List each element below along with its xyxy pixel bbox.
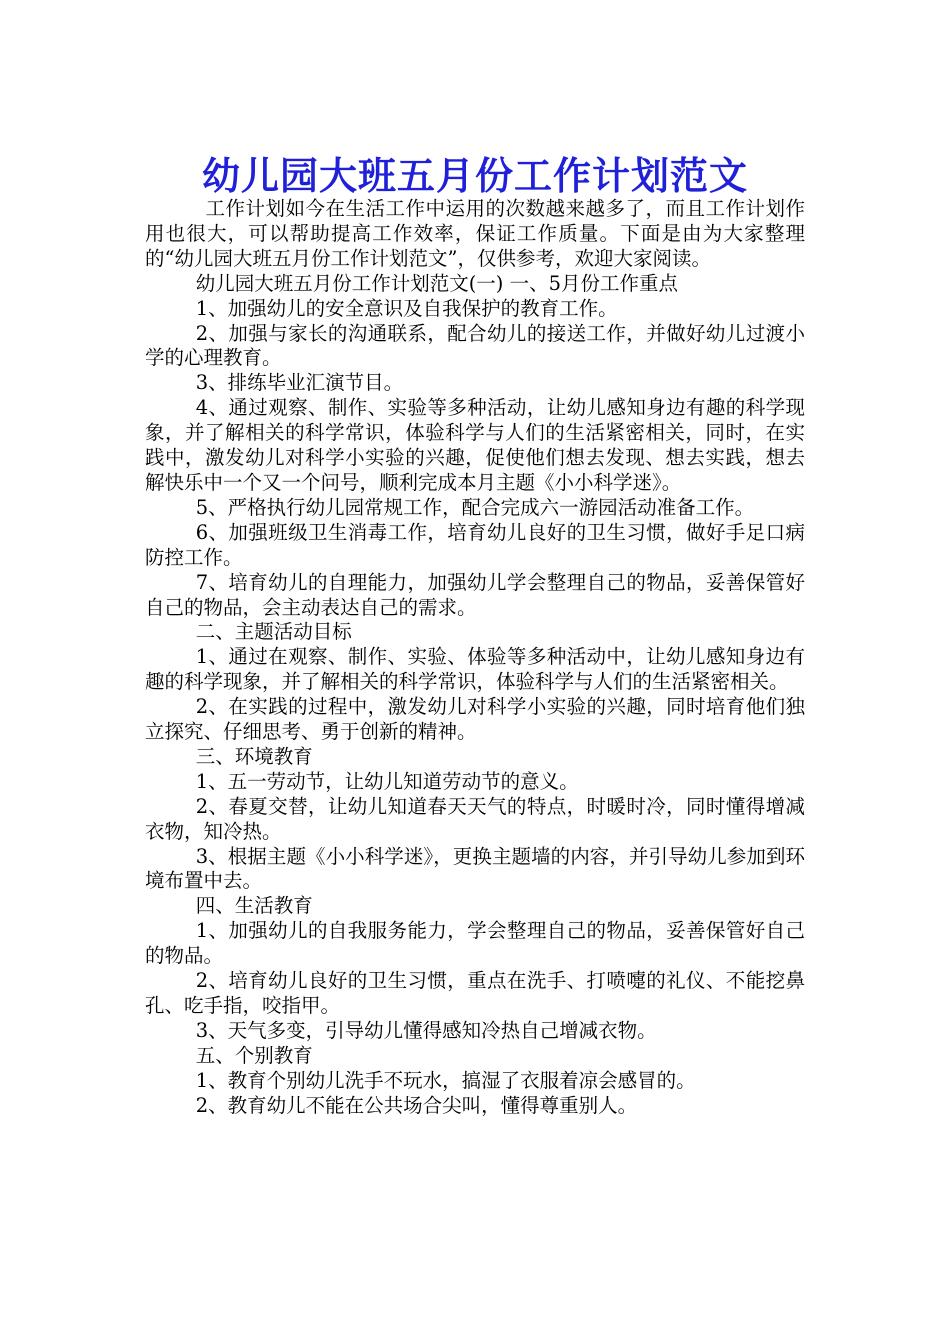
intro-paragraph: 工作计划如今在生活工作中运用的次数越来越多了，而且工作计划作用也很大，可以帮助提高工作效率，保证工作质量。下面是由为大家整理的“幼儿园大班五月份工作计划范文”，仅供参考，欢迎大家阅读。 <box>145 197 805 270</box>
list-item: 2、教育幼儿不能在公共场合尖叫，懂得尊重别人。 <box>195 1093 638 1117</box>
document-title: 幼儿园大班五月份工作计划范文 <box>201 154 748 199</box>
section-heading-5: 五、个别教育 <box>195 1043 313 1067</box>
list-item: 1、加强幼儿的自我服务能力，学会整理自己的物品，妥善保管好自己的物品。 <box>145 919 805 968</box>
list-item: 2、春夏交替，让幼儿知道春天天气的特点，时暖时冷，同时懂得增减衣物，知冷热。 <box>145 794 805 843</box>
list-item: 1、五一劳动节，让幼儿知道劳动节的意义。 <box>195 769 579 793</box>
list-item: 7、培育幼儿的自理能力，加强幼儿学会整理自己的物品，妥善保管好自己的物品，会主动表达自己的需求。 <box>145 570 805 619</box>
list-item: 2、加强与家长的沟通联系，配合幼儿的接送工作，并做好幼儿过渡小学的心理教育。 <box>145 321 805 370</box>
list-item: 1、通过在观察、制作、实验、体验等多种活动中，让幼儿感知身边有趣的科学现象，并了解相关的科学常识，体验科学与人们的生活紧密相关。 <box>145 645 805 694</box>
list-item: 5、严格执行幼儿园常规工作，配合完成六一游园活动准备工作。 <box>195 495 755 519</box>
section-heading-1: 幼儿园大班五月份工作计划范文(一) 一、5月份工作重点 <box>195 271 679 295</box>
list-item: 3、天气多变，引导幼儿懂得感知冷热自己增减衣物。 <box>195 1018 657 1042</box>
list-item: 6、加强班级卫生消毒工作，培育幼儿良好的卫生习惯，做好手足口病防控工作。 <box>145 520 805 569</box>
section-heading-2: 二、主题活动目标 <box>195 620 352 644</box>
list-item: 4、通过观察、制作、实验等多种活动，让幼儿感知身边有趣的科学现象，并了解相关的科学常识，体验科学与人们的生活紧密相关，同时，在实践中，激发幼儿对科学小实验的兴趣，促使他们想去发现、想去实践，想去解快乐中一个又一个问号，顺利完成本月主题《小小科学迷》。 <box>145 396 805 494</box>
section-heading-4: 四、生活教育 <box>195 894 313 918</box>
list-item: 1、加强幼儿的安全意识及自我保护的教育工作。 <box>195 296 618 320</box>
list-item: 2、培育幼儿良好的卫生习惯，重点在洗手、打喷嚏的礼仪、不能挖鼻孔、吃手指，咬指甲。 <box>145 969 805 1017</box>
document-body <box>145 197 805 1119</box>
list-item: 2、在实践的过程中，激发幼儿对科学小实验的兴趣，同时培育他们独立探究、仔细思考、勇于创新的精神。 <box>145 695 805 744</box>
list-item: 1、教育个别幼儿洗手不玩水，搞湿了衣服着凉会感冒的。 <box>195 1068 696 1092</box>
list-item: 3、根据主题《小小科学迷》，更换主题墙的内容，并引导幼儿参加到环境布置中去。 <box>145 844 805 893</box>
list-item: 3、排练毕业汇演节目。 <box>195 371 404 395</box>
section-heading-3: 三、环境教育 <box>195 744 313 768</box>
